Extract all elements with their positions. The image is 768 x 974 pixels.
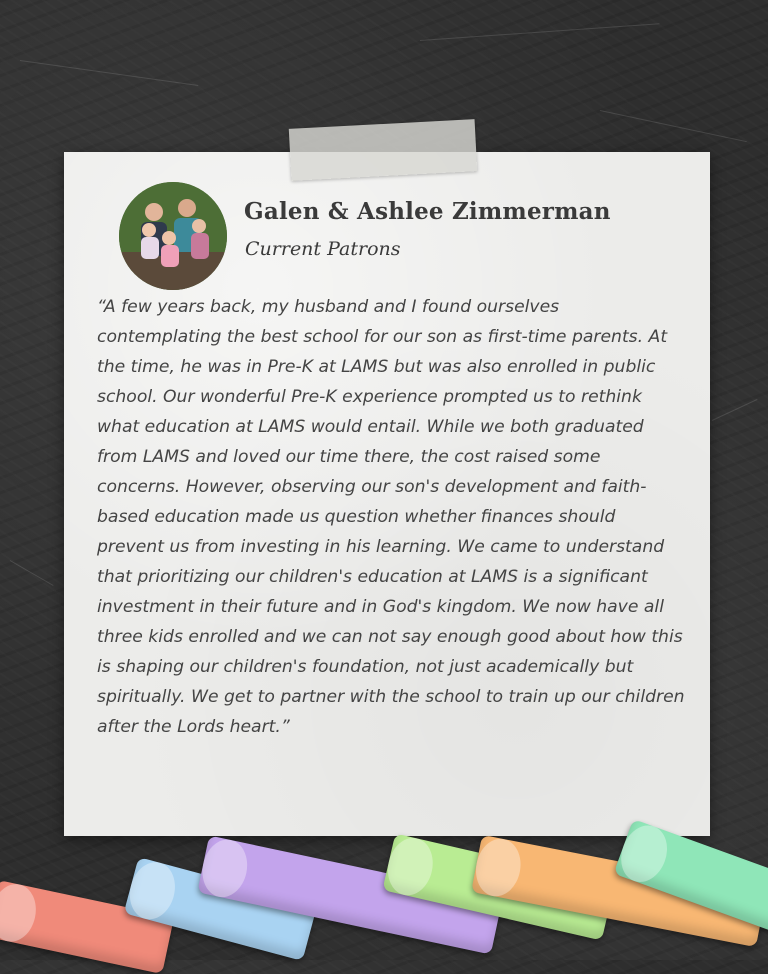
board-scratch [600,110,747,142]
board-scratch [20,60,198,86]
patron-role: Current Patrons [245,238,401,260]
patron-photo [119,182,227,290]
board-scratch [10,560,54,586]
board-scratch [712,399,758,421]
tape-strip [289,119,477,181]
board-scratch [420,23,659,41]
testimonial-quote: “A few years back, my husband and I found ourselves contemplating the best school for our son as first-time parents. At the time, he was in Pre-K at LAMS but was also enrolled in public school. Our wonderful Pre-K experience prompted us to rethink what education at LAMS would entail. While we both graduated from LAMS and loved our time there, the cost raised some concerns. However, observing our son's development and faith-based education made us question whether finances should prevent us from investing in his learning. We came to understand that prioritizing our children's education at LAMS is a significant investment in their future and in God's kingdom. We now have all three kids enrolled and we can not say enough good about how this is shaping our children's foundation, not just academically but spiritually. We get to partner with the school to train up our children after the Lords heart.” [97,297,685,737]
patron-name: Galen & Ashlee Zimmerman [244,198,611,225]
